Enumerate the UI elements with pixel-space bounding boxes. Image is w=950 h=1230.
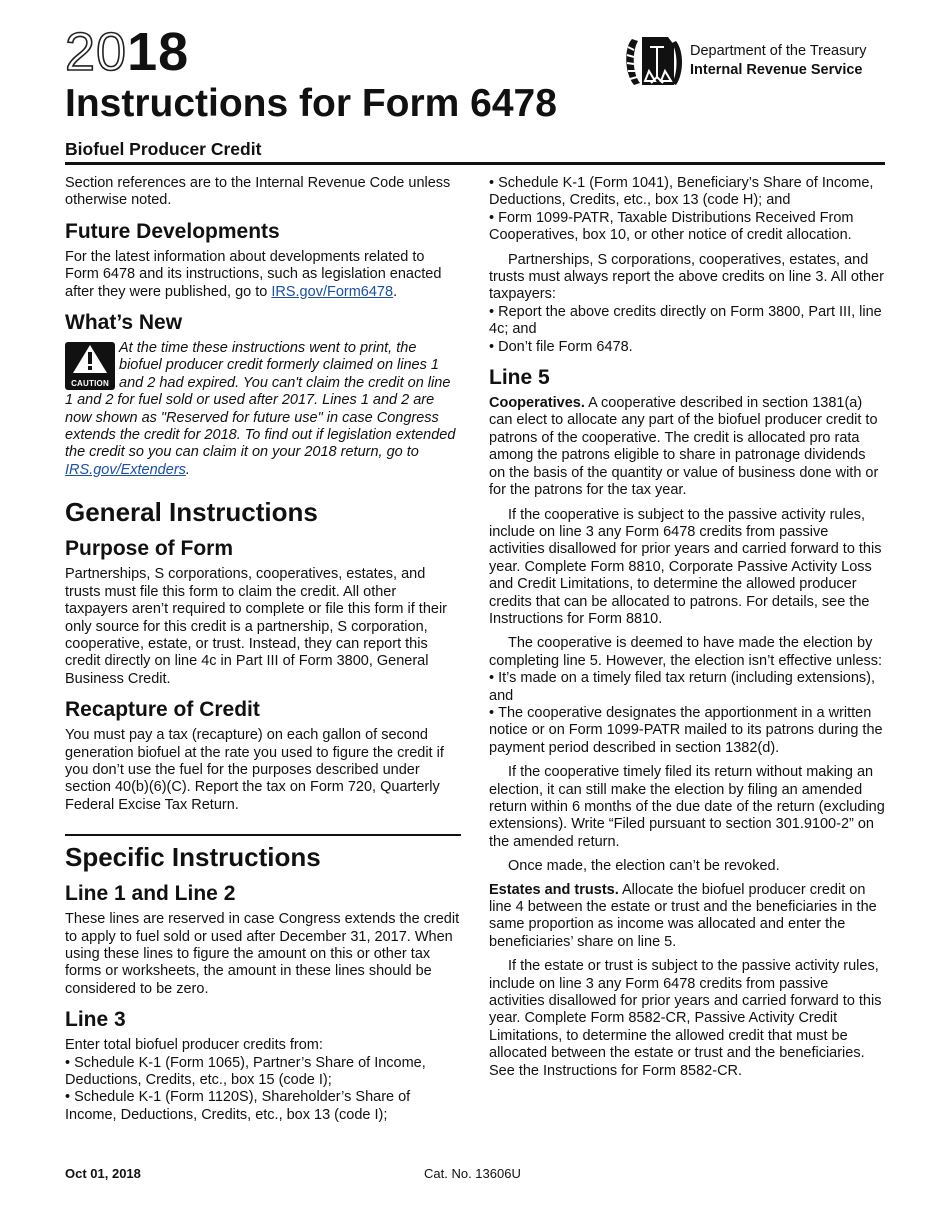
paragraph [489, 507, 885, 629]
paragraph-text: Once made, the election can’t be revoked. [508, 858, 780, 875]
paragraph-text: At the time these instructions went to print, the biofuel producer credit formerly claimed on lines 1 and 2 had expired. You can't claim the credit on line 1 and 2 for fuel sold or used after 2017. Lines 1 and 2 are now shown as "Reserved for future use" in case Congress extends the credit for 2018. To find out if legislation extended the credit so you can claim it on your 2018 return, go to [65, 340, 456, 461]
paragraph-text: The cooperative is deemed to have made the election by completing line 5. However, the election isn’t effective unless: [489, 635, 883, 669]
subsection-heading: Line 1 and Line 2 [65, 882, 236, 906]
paragraph-text: Partnerships, S corporations, cooperatives, estates, and trusts must file this form to claim the credit. All other taxpayers aren’t required to complete or file this form if their only source for this credit is a partnership, S corporation, cooperative, estate, or trust. Instead, they can report this credit directly on line 4c in Part III of Form 3800, General Business Credit. [65, 566, 447, 687]
paragraph [489, 958, 885, 1080]
paragraph-text: A cooperative described in section 1381(a) can elect to allocate any part of the biofuel producer credit to patrons of the cooperative. The credit is allocated pro rata among the patrons eligible to share in patronage dividends on the basis of the quantity or value of business done with or for the patrons for the tax year. [489, 395, 879, 499]
bullet-item: • Report the above credits directly on Form 3800, Part III, line 4c; and [489, 304, 885, 339]
caution-icon [65, 342, 115, 390]
paragraph [65, 175, 461, 210]
irs-eagle-seal-icon [622, 33, 686, 89]
bullet-item: • Schedule K-1 (Form 1065), Partner’s Share of Income, Deductions, Credits, etc., box 15 (code I); [65, 1055, 461, 1090]
page-subtitle: Biofuel Producer Credit [65, 139, 262, 159]
paragraph-text: These lines are reserved in case Congress extends the credit to apply to fuel sold or used after December 31, 2017. When using these lines to figure the amount on this or other tax forms or worksheets, the amount in these lines should be considered to be zero. [65, 911, 460, 997]
paragraph [489, 252, 885, 304]
bullet-item: • Schedule K-1 (Form 1120S), Shareholder’s Share of Income, Deductions, Credits, etc., box 13 (code I); [65, 1089, 461, 1124]
footer-date: Oct 01, 2018 [65, 1166, 141, 1181]
bullet-item: • It’s made on a timely filed tax return (including extensions), and [489, 670, 885, 705]
caution-label: CAUTION [71, 379, 109, 389]
section-heading: Specific Instructions [65, 834, 461, 872]
year-outline-digits: 20 [65, 22, 128, 82]
subsection-heading: What’s New [65, 311, 183, 335]
bullet-item: • The cooperative designates the apportionment in a written notice or on Form 1099-PATR mailed to its patrons during the payment period described in section 1382(d). [489, 705, 885, 757]
right-column [489, 175, 885, 1080]
page-title: Instructions for Form 6478 [65, 82, 557, 125]
section-heading: General Instructions [65, 497, 318, 528]
subsection-heading: Purpose of Form [65, 537, 234, 561]
year-bold-digits: 18 [127, 22, 190, 82]
paragraph [65, 1037, 461, 1054]
subsection-heading: Line 3 [65, 1008, 126, 1032]
paragraph [489, 395, 885, 499]
paragraph-text: For the latest information about developments related to Form 6478 and its instructions, such as legislation enacted after they were published, go to [65, 248, 442, 300]
paragraph-text: If the cooperative is subject to the passive activity rules, include on line 3 any Form 6478 credits from passive activities disallowed for prior years and carried forward to this year. Complete Form 8810, Corporate Passive Activity Loss and Credit Limitations, to determine the allowed producer credits that can be allocated to patrons. For details, see the Instructions for Form 8810. [489, 506, 882, 627]
irs-logo [622, 33, 867, 89]
paragraph-text: If the cooperative timely filed its return without making an election, it can still make the election by filing an amended return within 6 months of the due date of the return (excluding extensions). Write “Filed pursuant to section 301.9100-2” on the amended return. [489, 764, 885, 850]
paragraph-text: Enter total biofuel producer credits from: [65, 1037, 323, 1054]
left-column [65, 175, 461, 1124]
paragraph-lead: Estates and trusts. [489, 881, 619, 898]
bullet-item: • Don’t file Form 6478. [489, 339, 885, 356]
paragraph [489, 882, 885, 952]
paragraph-text-end: . [393, 283, 398, 300]
paragraph-text-end: . [185, 461, 190, 478]
paragraph [489, 858, 885, 875]
form-year [65, 22, 189, 82]
paragraph [65, 249, 461, 301]
paragraph-text: Section references are to the Internal Revenue Code unless otherwise noted. [65, 175, 451, 209]
paragraph [65, 911, 461, 998]
agency-department: Department of the Treasury [690, 43, 867, 59]
paragraph-lead: Cooperatives. [489, 395, 585, 412]
link-irs-gov-extenders[interactable]: IRS.gov/Extenders [65, 461, 186, 478]
paragraph [65, 566, 461, 688]
paragraph [489, 635, 885, 670]
paragraph-text: You must pay a tax (recapture) on each gallon of second generation biofuel at the rate you used to figure the credit if you don’t use the fuel for the purposes described under section 40(b)(6)(C). Report the tax on Form 720, Quarterly Federal Excise Tax Return. [65, 727, 444, 813]
paragraph [489, 764, 885, 851]
bullet-item: • Form 1099-PATR, Taxable Distributions Received From Cooperatives, box 10, or other notice of credit allocation. [489, 210, 885, 245]
paragraph-text: Partnerships, S corporations, cooperatives, estates, and trusts must always report the above credits on line 3. All other taxpayers: [489, 251, 884, 303]
subsection-heading: Future Developments [65, 219, 280, 243]
caution-note [65, 340, 461, 479]
subsection-heading: Recapture of Credit [65, 698, 260, 722]
header-divider [65, 162, 885, 165]
agency-irs: Internal Revenue Service [690, 62, 863, 78]
bullet-item: • Schedule K-1 (Form 1041), Beneficiary’s Share of Income, Deductions, Credits, etc., box 13 (code H); and [489, 175, 885, 210]
paragraph-text: If the estate or trust is subject to the passive activity rules, include on line 3 any Form 6478 credits from passive activities disallowed for prior years and carried forward to this year. Complete Form 8582-CR, Passive Activity Credit Limitations, to determine the allowed credit that must be allocated between the estate or trust and the beneficiaries. See the Instructions for Form 8582-CR. [489, 958, 882, 1079]
paragraph-text: Allocate the biofuel producer credit on line 4 between the estate or trust and the beneficiaries in the same proportion as income was allocated and enter the beneficiaries’ share on line 5. [489, 881, 877, 950]
link-irs-gov-form6478[interactable]: IRS.gov/Form6478 [271, 283, 394, 300]
paragraph [65, 727, 461, 814]
footer-cat-number: Cat. No. 13606U [424, 1166, 521, 1181]
subsection-heading: Line 5 [489, 366, 550, 390]
